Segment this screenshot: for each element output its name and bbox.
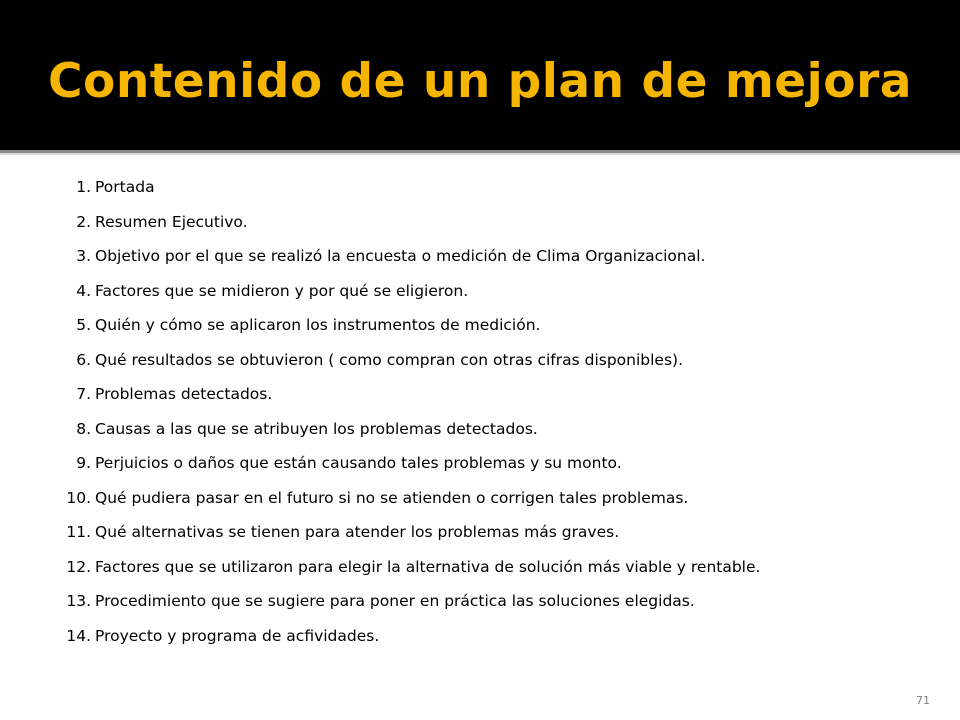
list-item [40, 343, 920, 378]
item-text: Quién y cómo se aplicaron los instrumentos de medición. [95, 316, 541, 335]
item-number: 11. [66, 523, 91, 542]
item-text: Qué resultados se obtuvieron ( como compran con otras cifras disponibles). [95, 350, 684, 369]
title-divider-highlight [0, 153, 960, 155]
list-item [40, 446, 920, 481]
slide-title: Contenido de un plan de mejora [48, 54, 912, 109]
item-text: Resumen Ejecutivo. [95, 212, 248, 231]
item-number: 10. [66, 488, 91, 507]
item-number: 2. [76, 212, 91, 231]
item-number: 5. [76, 316, 91, 335]
item-text: Procedimiento que se sugiere para poner en práctica las soluciones elegidas. [95, 592, 695, 611]
item-text: Portada [95, 178, 155, 197]
item-text: Problemas detectados. [95, 385, 273, 404]
item-text: Proyecto y programa de acfividades. [95, 626, 380, 645]
item-number: 12. [66, 557, 91, 576]
item-text: Causas a las que se atribuyen los problemas detectados. [95, 419, 538, 438]
list-item [40, 550, 920, 585]
list-item [40, 412, 920, 447]
list-item [40, 205, 920, 240]
page-number: 71 [916, 694, 930, 707]
list-item [40, 619, 920, 654]
list-item [40, 584, 920, 619]
item-text: Objetivo por el que se realizó la encuesta o medición de Clima Organizacional. [95, 247, 706, 266]
item-text: Qué alternativas se tienen para atender los problemas más graves. [95, 523, 620, 542]
title-band [0, 0, 960, 150]
content-list [40, 170, 920, 653]
item-number: 8. [76, 419, 91, 438]
item-text: Perjuicios o daños que están causando tales problemas y su monto. [95, 454, 622, 473]
item-text: Factores que se midieron y por qué se eligieron. [95, 281, 469, 300]
item-number: 3. [76, 247, 91, 266]
list-item [40, 515, 920, 550]
item-number: 4. [76, 281, 91, 300]
item-number: 9. [76, 454, 91, 473]
list-item [40, 274, 920, 309]
list-item [40, 308, 920, 343]
item-number: 14. [66, 626, 91, 645]
item-number: 6. [76, 350, 91, 369]
item-number: 13. [66, 592, 91, 611]
item-text: Qué pudiera pasar en el futuro si no se atienden o corrigen tales problemas. [95, 488, 689, 507]
list-item [40, 239, 920, 274]
list-item [40, 481, 920, 516]
item-text: Factores que se utilizaron para elegir la alternativa de solución más viable y rentable. [95, 557, 761, 576]
list-item [40, 170, 920, 205]
item-number: 1. [76, 178, 91, 197]
item-number: 7. [76, 385, 91, 404]
list-item [40, 377, 920, 412]
